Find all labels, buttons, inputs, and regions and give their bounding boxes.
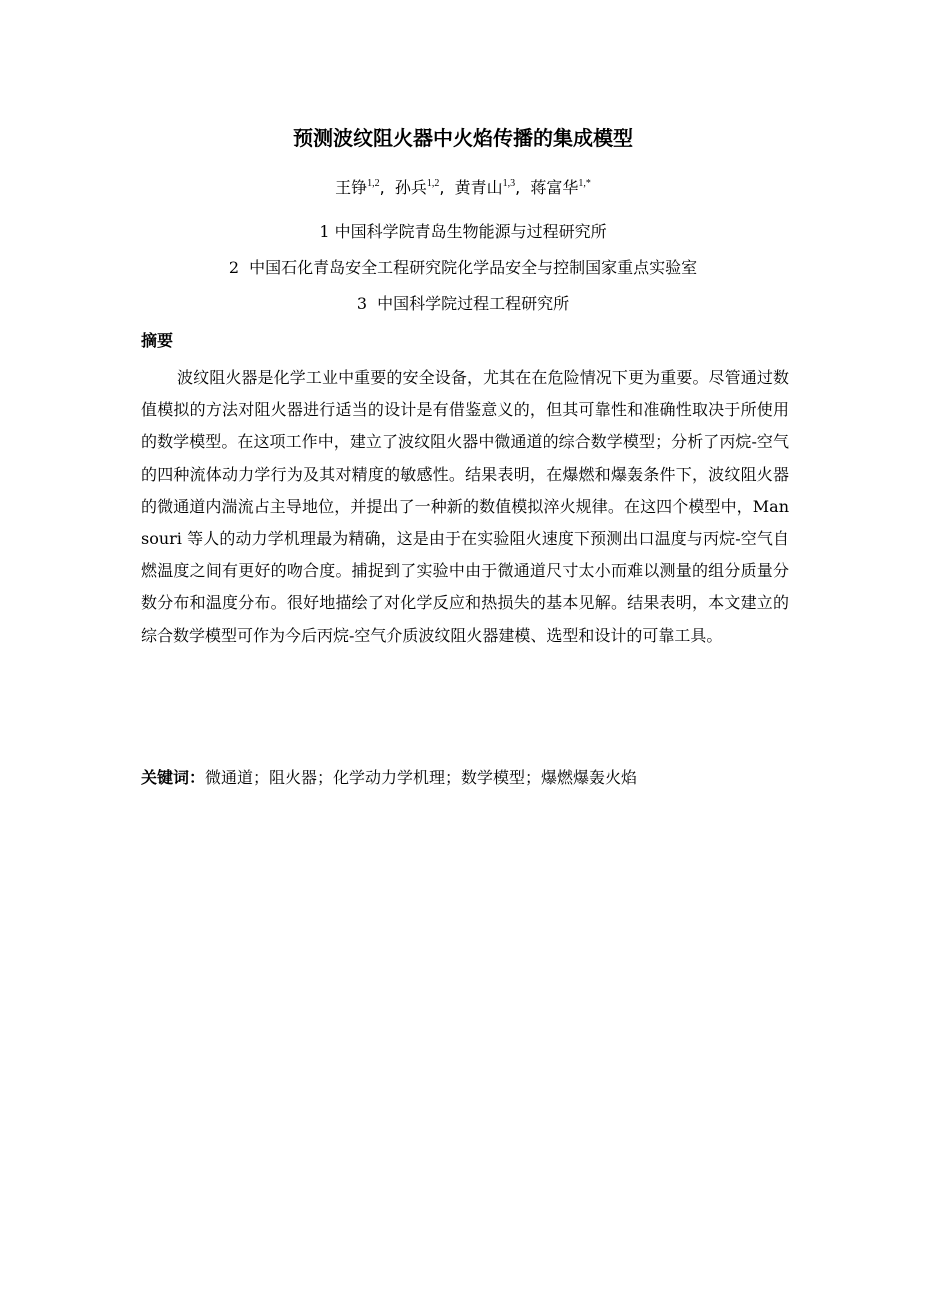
keywords-text: 微通道；阻火器；化学动力学机理；数学模型；爆燃爆轰火焰: [205, 768, 638, 787]
author-list: [0, 176, 926, 200]
paper-title: 预测波纹阻火器中火焰传播的集成模型: [293, 126, 633, 150]
author-affiliation-mark: 1,2: [426, 178, 440, 189]
author-affiliation-mark: 1,*: [578, 178, 591, 189]
author-name: 黄青山: [454, 178, 503, 197]
abstract-text: 波纹阻火器是化学工业中重要的安全设备，尤其在在危险情况下更为重要。尽管通过数值模拟的方法对阻火器进行适当的设计是有借鉴意义的，但其可靠性和准确性取决于所使用的数学模型。在这项工作中，建立了波纹阻火器中微通道的综合数学模型；分析了丙烷-空气的四种流体动力学行为及其对精度的敏感性。结果表明，在爆燃和爆轰条件下，波纹阻火器的微通道内湍流占主导地位，并提出了一种新的数值模拟淬火规律。在这四个模型中，Mansouri 等人的动力学机理最为精确，这是由于在实验阻火速度下预测出口温度与丙烷-空气自燃温度之间有更好的吻合度。捕捉到了实验中由于微通道尺寸太小而难以测量的组分质量分数分布和温度分布。很好地描绘了对化学反应和热损失的基本见解。结果表明，本文建立的综合数学模型可作为今后丙烷-空气介质波纹阻火器建模、选型和设计的可靠工具。: [141, 368, 789, 645]
author-name: 蒋富华: [530, 178, 579, 197]
author-separator: ,: [379, 178, 395, 197]
author-name: 孙兵: [394, 178, 427, 197]
keywords-line: [141, 764, 789, 792]
author-separator: ,: [515, 178, 531, 197]
affiliation-1: 1 中国科学院青岛生物能源与过程研究所: [319, 222, 607, 241]
keywords-label: 关键词：: [141, 768, 206, 787]
affiliation-2: 2 中国石化青岛安全工程研究院化学品安全与控制国家重点实验室: [228, 258, 698, 277]
author-name: 王铮: [335, 178, 368, 197]
author-affiliation-mark: 1,3: [502, 178, 516, 189]
abstract-heading: 摘要: [141, 331, 174, 350]
affiliation-3: 3 中国科学院过程工程研究所: [356, 294, 570, 313]
author-separator: ,: [439, 178, 455, 197]
author-affiliation-mark: 1,2: [367, 178, 380, 189]
